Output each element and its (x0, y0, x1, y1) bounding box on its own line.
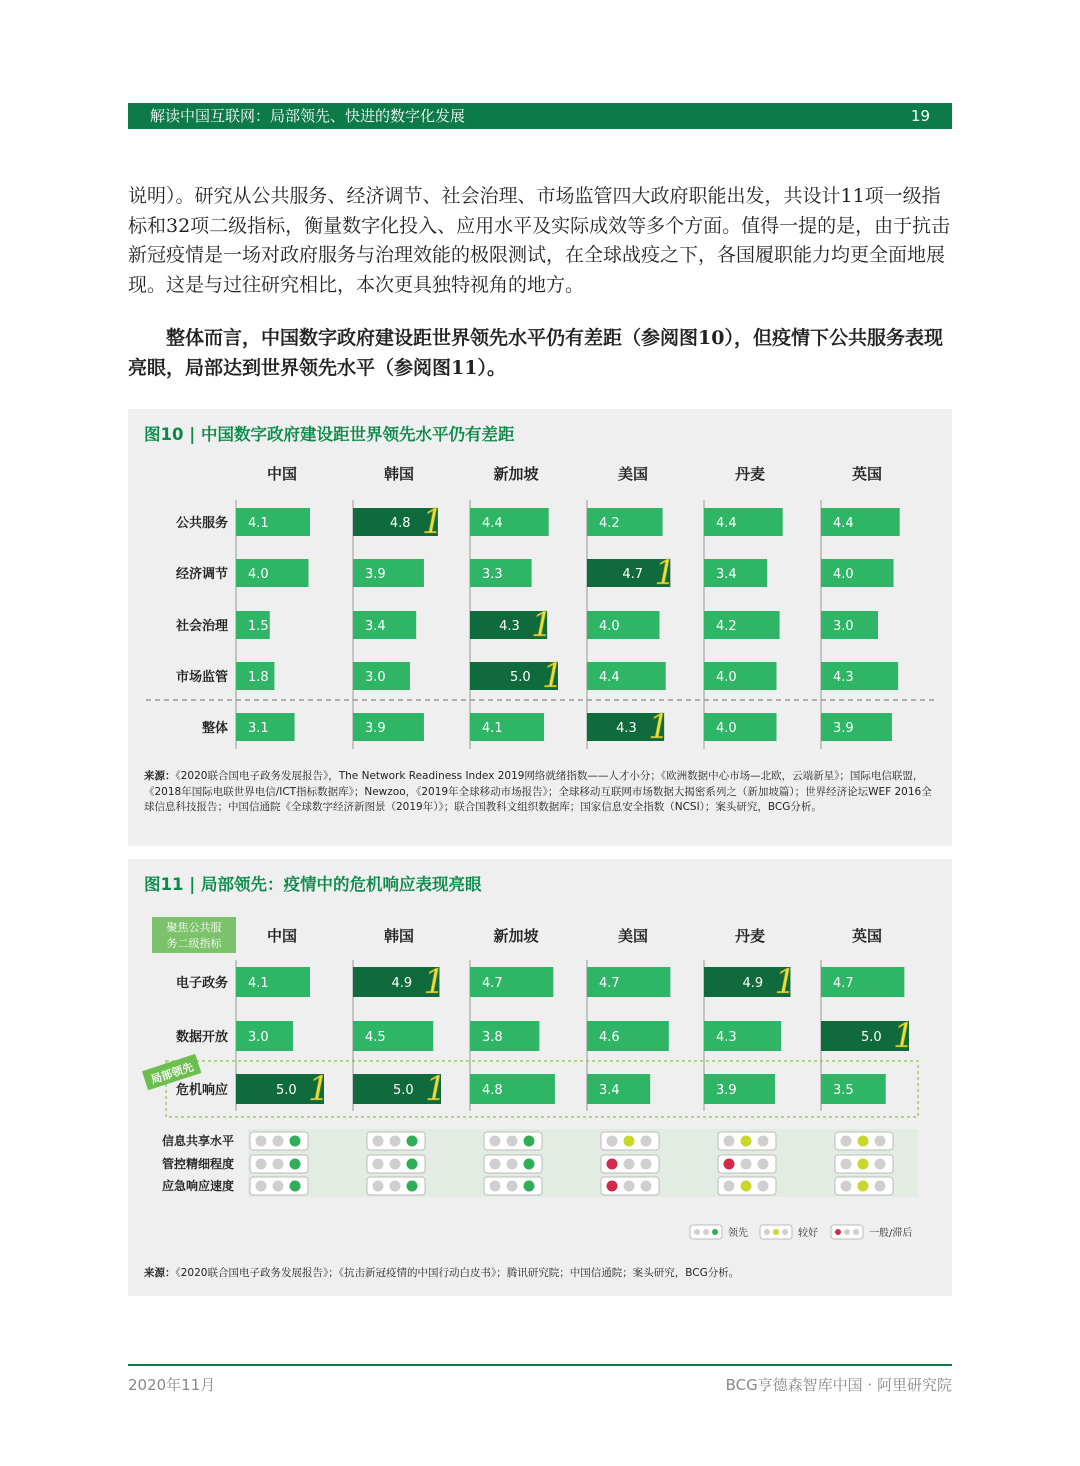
rating-dot-active (407, 1159, 418, 1170)
bar-value-label: 4.3 (616, 721, 637, 736)
body-paragraph-1: 说明）。研究从公共服务、经济调节、社会治理、市场监管四大政府职能出发，共设计11项一级指标和32项二级指标，衡量数字化投入、应用水平及实际成效等多个方面。值得一提的是，由于抗击新冠疫情是一场对政府服务与治理效能的极限测试，在全球战疫之下，各国履职能力均更全面地展现。这是与过往研究相比，本次更具独特视角的地方。 (128, 185, 951, 296)
bar-value-label: 1.5 (248, 619, 269, 634)
bar-value-label: 4.1 (248, 976, 269, 991)
bar-value-label: 3.0 (833, 619, 854, 634)
leader-mark: 1 (423, 962, 446, 1002)
figure-11-source (144, 1266, 934, 1282)
row-label: 市场监管 (175, 670, 228, 685)
bar-value-label: 4.7 (833, 976, 854, 991)
bar-value-label: 4.7 (622, 567, 644, 582)
bar-value-label: 3.4 (599, 1083, 620, 1098)
bar-value-label: 4.6 (599, 1030, 620, 1045)
rating-dot-active (858, 1181, 869, 1192)
rating-dot (841, 1181, 852, 1192)
indicator-label: 应急响应速度 (161, 1179, 234, 1193)
bar (704, 662, 777, 690)
footer-date: 2020年11月 (128, 1376, 216, 1394)
legend-dot (844, 1229, 850, 1235)
bar-value-label: 4.4 (482, 516, 503, 531)
bar (353, 713, 424, 741)
bar-value-label: 4.1 (248, 516, 269, 531)
rating-dot-active (607, 1181, 618, 1192)
bar-value-label: 4.5 (365, 1030, 386, 1045)
country-header: 新加坡 (493, 465, 539, 483)
leader-mark: 1 (421, 502, 444, 542)
bar-value-label: 5.0 (861, 1030, 882, 1045)
legend-label: 较好 (798, 1228, 818, 1239)
leader-mark: 1 (654, 553, 676, 593)
bar-value-label: 4.7 (599, 976, 620, 991)
rating-dot-active (524, 1181, 535, 1192)
page-number: 19 (910, 107, 930, 125)
bar-value-label: 4.3 (716, 1030, 737, 1045)
figure-10 (128, 409, 952, 846)
figure-11-title: 图11 | 局部领先：疫情中的危机响应表现亮眼 (144, 875, 482, 894)
rating-dot-active (290, 1181, 301, 1192)
row-label: 公共服务 (175, 516, 228, 531)
figure-10-source-text: 《2020联合国电子政务发展报告》，The Network Readiness Index 2019网络就绪指数——人才小分；《欧洲数据中心市场—北欧，云端新星》；国际电信联盟，《2018年国际电联世界电信/ICT指标数据库》；Newzoo，《2019年全球移动市场报告》；全球移动互联网市场数据大揭密系列之（新加坡篇）；世界经济论坛WEF 2016全球信息科技报告；中国信通院《全球数字经济新图景（2019年）》；联合国教科文组织数据库；国家信息安全指数（NCSI）；案头研究，BCG分析。 (144, 770, 932, 813)
country-header: 英国 (851, 465, 883, 483)
legend-label: 领先 (728, 1228, 748, 1239)
bar-value-label: 4.0 (716, 721, 737, 736)
leader-mark: 1 (774, 962, 797, 1002)
rating-dot (624, 1181, 635, 1192)
rating-dot (624, 1159, 635, 1170)
bar-value-label: 4.2 (599, 516, 620, 531)
bar-value-label: 3.0 (248, 1030, 269, 1045)
rating-dot (758, 1136, 769, 1147)
rating-dot (607, 1136, 618, 1147)
bar (353, 559, 424, 587)
leader-mark: 1 (425, 1069, 447, 1109)
rating-dot (875, 1181, 886, 1192)
bar (470, 1021, 539, 1051)
bar (587, 611, 660, 639)
rating-dot (256, 1181, 267, 1192)
bar-value-label: 4.4 (833, 516, 854, 531)
indicator-label: 信息共享水平 (161, 1134, 234, 1148)
legend-label: 一般/滞后 (869, 1228, 913, 1239)
rating-dot (507, 1159, 518, 1170)
bar-value-label: 3.9 (365, 721, 386, 736)
figure-10-title: 图10 | 中国数字政府建设距世界领先水平仍有差距 (144, 425, 515, 444)
row-label: 危机响应 (175, 1083, 228, 1098)
rating-dot (490, 1181, 501, 1192)
rating-dot (641, 1159, 652, 1170)
bar-value-label: 5.0 (393, 1083, 414, 1098)
country-header: 美国 (617, 465, 649, 483)
header-title: 解读中国互联网：局部领先、快进的数字化发展 (150, 107, 466, 125)
bar (704, 713, 777, 741)
country-header: 中国 (266, 927, 298, 945)
rating-dot-active (524, 1136, 535, 1147)
indicator-label: 管控精细程度 (161, 1157, 234, 1171)
legend-dot (782, 1229, 788, 1235)
bar (704, 1074, 775, 1104)
rating-dot (741, 1159, 752, 1170)
rating-dot (373, 1136, 384, 1147)
figure-10-source (144, 769, 934, 816)
rating-dot-active (607, 1159, 618, 1170)
country-header: 美国 (617, 927, 649, 945)
bar (821, 713, 892, 741)
bar-value-label: 3.9 (716, 1083, 737, 1098)
bar-value-label: 3.0 (365, 670, 386, 685)
rating-dot (641, 1136, 652, 1147)
rating-dot (875, 1136, 886, 1147)
rating-dot (875, 1159, 886, 1170)
legend-dot (764, 1229, 770, 1235)
rating-dot (841, 1136, 852, 1147)
rating-dot (490, 1159, 501, 1170)
rating-dot (390, 1181, 401, 1192)
bar-value-label: 4.3 (499, 619, 520, 634)
leader-mark: 1 (542, 656, 564, 696)
country-header: 英国 (851, 927, 883, 945)
row-label: 整体 (201, 721, 228, 736)
rating-dot (256, 1136, 267, 1147)
legend-dot-active (712, 1229, 718, 1235)
bar (236, 559, 309, 587)
rating-dot (490, 1136, 501, 1147)
country-header: 韩国 (383, 927, 415, 945)
leader-mark: 1 (531, 605, 553, 645)
rating-dot-active (741, 1136, 752, 1147)
legend-dot-active (773, 1229, 779, 1235)
bar-value-label: 3.4 (365, 619, 386, 634)
bar-value-label: 4.7 (482, 976, 503, 991)
figure-10-source-label: 来源： (144, 770, 176, 782)
country-header: 丹麦 (734, 927, 766, 945)
bar-value-label: 1.8 (248, 670, 269, 685)
rating-dot-active (290, 1136, 301, 1147)
row-label: 电子政务 (175, 976, 228, 991)
legend-dot-active (835, 1229, 841, 1235)
legend-dot (853, 1229, 859, 1235)
figure-10-chart (128, 409, 952, 759)
rating-dot (724, 1181, 735, 1192)
bar-value-label: 3.5 (833, 1083, 854, 1098)
rating-dot (507, 1181, 518, 1192)
focus-badge-label-line2: 务二级指标 (166, 937, 222, 950)
rating-dot (373, 1181, 384, 1192)
focus-badge-label-line1: 聚焦公共服 (166, 921, 222, 934)
rating-dot (841, 1159, 852, 1170)
figure-11 (128, 859, 952, 1296)
bar-value-label: 3.3 (482, 567, 503, 582)
bar-value-label: 3.9 (833, 721, 854, 736)
bar-value-label: 3.1 (248, 721, 269, 736)
bar-value-label: 3.4 (716, 567, 737, 582)
indicator-band (248, 1129, 918, 1197)
bar-value-label: 4.0 (833, 567, 854, 582)
bar-value-label: 4.4 (716, 516, 737, 531)
rating-dot-active (624, 1136, 635, 1147)
rating-dot (390, 1136, 401, 1147)
bar-value-label: 4.0 (599, 619, 620, 634)
bar-value-label: 4.0 (248, 567, 269, 582)
legend-dot (694, 1229, 700, 1235)
bar-value-label: 4.8 (389, 516, 411, 531)
rating-dot-active (858, 1136, 869, 1147)
bar-value-label: 4.9 (742, 976, 764, 991)
legend-dot (703, 1229, 709, 1235)
row-label: 经济调节 (175, 567, 228, 582)
page-header (128, 103, 952, 129)
rating-dot (273, 1136, 284, 1147)
bar-value-label: 5.0 (510, 670, 531, 685)
figure-11-source-text: 《2020联合国电子政务发展报告》；《抗击新冠疫情的中国行动白皮书》；腾讯研究院；中国信通院；案头研究，BCG分析。 (175, 1267, 740, 1279)
bar (821, 559, 894, 587)
rating-dot-active (724, 1159, 735, 1170)
rating-dot (390, 1159, 401, 1170)
rating-dot (256, 1159, 267, 1170)
bar-value-label: 4.1 (482, 721, 503, 736)
country-header: 新加坡 (493, 927, 539, 945)
leader-mark: 1 (648, 707, 670, 747)
leader-mark: 1 (308, 1069, 330, 1109)
rating-dot-active (524, 1159, 535, 1170)
rating-dot (641, 1181, 652, 1192)
bar-value-label: 4.0 (716, 670, 737, 685)
rating-dot (273, 1181, 284, 1192)
bar-value-label: 4.2 (716, 619, 737, 634)
country-header: 丹麦 (734, 465, 766, 483)
bar-value-label: 3.9 (365, 567, 386, 582)
bar-value-label: 4.8 (482, 1083, 503, 1098)
country-header: 中国 (266, 465, 298, 483)
bar-value-label: 3.8 (482, 1030, 503, 1045)
rating-dot (758, 1181, 769, 1192)
rating-dot-active (290, 1159, 301, 1170)
bar-value-label: 5.0 (276, 1083, 297, 1098)
rating-dot-active (741, 1181, 752, 1192)
leader-mark: 1 (893, 1016, 915, 1056)
row-label: 数据开放 (175, 1030, 228, 1045)
rating-dot-active (407, 1181, 418, 1192)
rating-dot (373, 1159, 384, 1170)
figure-11-chart (128, 859, 952, 1254)
rating-dot (507, 1136, 518, 1147)
rating-dot (724, 1136, 735, 1147)
rating-dot (273, 1159, 284, 1170)
bar-value-label: 4.9 (391, 976, 413, 991)
country-header: 韩国 (383, 465, 415, 483)
body-paragraph-2: 整体而言，中国数字政府建设距世界领先水平仍有差距（参阅图10），但疫情下公共服务表现亮眼，局部达到世界领先水平（参阅图11）。 (128, 327, 943, 379)
footer-divider (128, 1364, 952, 1366)
footer-publisher: BCG亨德森智库中国 · 阿里研究院 (725, 1376, 952, 1394)
rating-dot-active (407, 1136, 418, 1147)
bar-value-label: 4.4 (599, 670, 620, 685)
row-label: 社会治理 (175, 619, 228, 634)
bar-value-label: 4.3 (833, 670, 854, 685)
highlight-label: 局部领先 (149, 1060, 196, 1087)
rating-dot (758, 1159, 769, 1170)
figure-11-source-label: 来源： (144, 1267, 176, 1279)
rating-dot-active (858, 1159, 869, 1170)
